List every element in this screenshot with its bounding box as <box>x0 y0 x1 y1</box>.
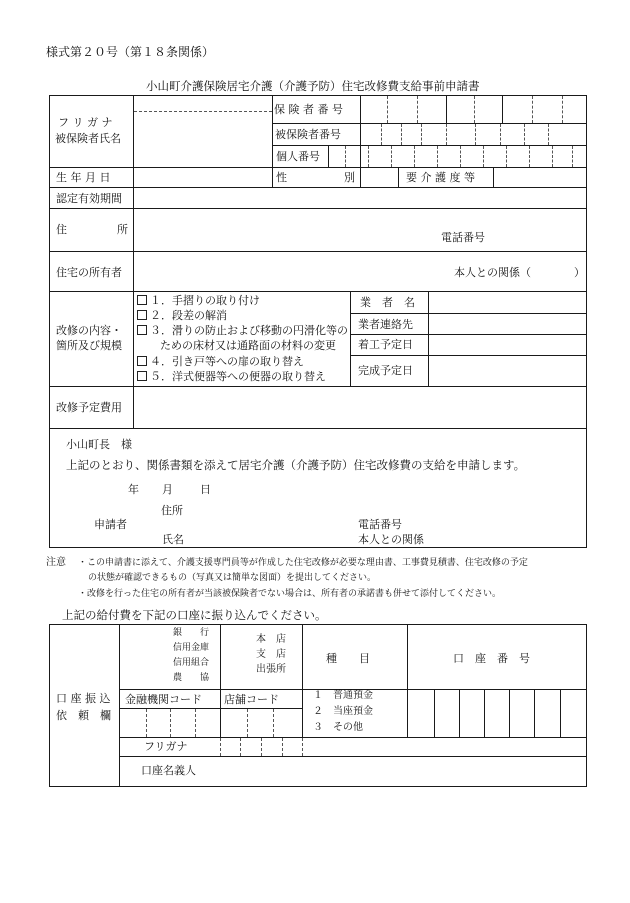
inst-type-bank: 銀 行 <box>173 628 210 638</box>
inst-type-kumiai: 信用組合 <box>173 658 210 668</box>
bank-intro: 上記の給付費を下記の口座に振り込んでください。 <box>62 608 327 622</box>
care-level-label: 要 介 護 度 等 <box>406 171 475 184</box>
contractor-label: 業 者 名 <box>360 296 415 309</box>
inst-type-shinkin: 信用金庫 <box>173 643 210 653</box>
branch-type-branch: 支 店 <box>256 649 286 660</box>
relation-label: 本人との関係（ <box>454 266 531 279</box>
applicant-label: 申請者 <box>94 518 127 531</box>
completion-date-label: 完成予定日 <box>358 364 413 377</box>
holder-label: 口座名義人 <box>141 764 196 777</box>
renovation-item-2[interactable]: ２．段差の解消 <box>137 310 227 321</box>
form-number: 様式第２０号（第１８条関係） <box>46 45 215 59</box>
application-body: 上記のとおり、関係書類を添えて居宅介護（介護予防）住宅改修費の支給を申請します。 <box>66 458 526 472</box>
personal-number-label: 個人番号 <box>276 150 320 163</box>
branch-type-office: 出張所 <box>256 664 286 675</box>
contractor-contact-label: 業者連絡先 <box>358 318 413 331</box>
renovation-item-5[interactable]: ５．洋式便器等への便器の取り替え <box>137 371 326 382</box>
phone-label: 電話番号 <box>441 231 485 244</box>
renovation-item-3-cont: ための床材又は通路面の材料の変更 <box>160 339 336 352</box>
checkbox[interactable] <box>137 325 147 335</box>
account-option-1: １ 普通預金 <box>313 690 373 701</box>
account-option-3: ３ その他 <box>313 722 363 733</box>
month-label: 月 <box>162 483 173 496</box>
insurer-number-label: 保 険 者 番 号 <box>274 103 343 116</box>
checkbox[interactable] <box>137 295 147 305</box>
renovation-label-line2: 箇所及び規模 <box>56 339 122 352</box>
year-label: 年 <box>128 483 139 496</box>
planned-cost-label: 改修予定費用 <box>56 401 122 414</box>
checkbox[interactable] <box>137 310 147 320</box>
account-number-label: 口 座 番 号 <box>453 652 530 665</box>
address-label-right: 所 <box>117 223 128 236</box>
account-option-2: ２ 当座預金 <box>313 706 373 717</box>
bank-label-line1: 口 座 振 込 <box>56 692 111 705</box>
applicant-name-label: 氏名 <box>162 533 184 546</box>
insured-number-label: 被保険者番号 <box>275 128 341 141</box>
furigana-label: フ リ ガ ナ <box>58 116 113 129</box>
renovation-item-3[interactable]: ３．滑りの防止および移動の円滑化等の <box>137 325 348 336</box>
certification-period-label: 認定有効期間 <box>56 192 122 205</box>
branch-code-label: 店舗コード <box>224 693 279 706</box>
note-1-line1: ・この申請書に添えて、介護支援専門員等が作成した住宅改修が必要な理由書、工事費見積書、住宅改修の予定 <box>78 558 528 568</box>
birthdate-label: 生 年 月 日 <box>56 171 111 184</box>
insured-name-label: 被保険者氏名 <box>55 132 121 145</box>
relation-close: ） <box>574 266 585 279</box>
note-1-line2: の状態が確認できるもの（写真又は簡単な図面）を提出してください。 <box>88 573 377 583</box>
applicant-address-label: 住所 <box>161 504 183 517</box>
branch-type-main: 本 店 <box>256 634 286 645</box>
applicant-phone-label: 電話番号 <box>358 518 402 531</box>
bank-label-line2: 依 頼 欄 <box>56 709 111 722</box>
renovation-item-4[interactable]: ４．引き戸等への扉の取り替え <box>137 356 304 367</box>
applicant-relation-label: 本人との関係 <box>358 533 424 546</box>
addressee: 小山町長 様 <box>66 438 132 451</box>
day-label: 日 <box>200 483 211 496</box>
renovation-label-line1: 改修の内容・ <box>56 324 122 337</box>
note-2: ・改修を行った住宅の所有者が当該被保険者でない場合は、所有者の承諾書も併せて添付してください。 <box>78 589 502 599</box>
start-date-label: 着工予定日 <box>358 338 413 351</box>
checkbox[interactable] <box>137 356 147 366</box>
notes-label: 注意 <box>46 557 66 568</box>
inst-type-nokyo: 農 協 <box>173 673 210 683</box>
owner-label: 住宅の所有者 <box>56 266 122 279</box>
address-label-left: 住 <box>56 223 67 236</box>
form-title: 小山町介護保険居宅介護（介護予防）住宅改修費支給事前申請書 <box>146 79 480 93</box>
bank-code-label: 金融機関コード <box>125 693 202 706</box>
sex-label-tail: 別 <box>344 171 355 184</box>
holder-furigana-label: フリガナ <box>144 740 188 753</box>
account-type-label: 種 目 <box>326 652 370 665</box>
checkbox[interactable] <box>137 371 147 381</box>
renovation-item-1[interactable]: １．手摺りの取り付け <box>137 295 260 306</box>
sex-label: 性 <box>276 171 287 184</box>
